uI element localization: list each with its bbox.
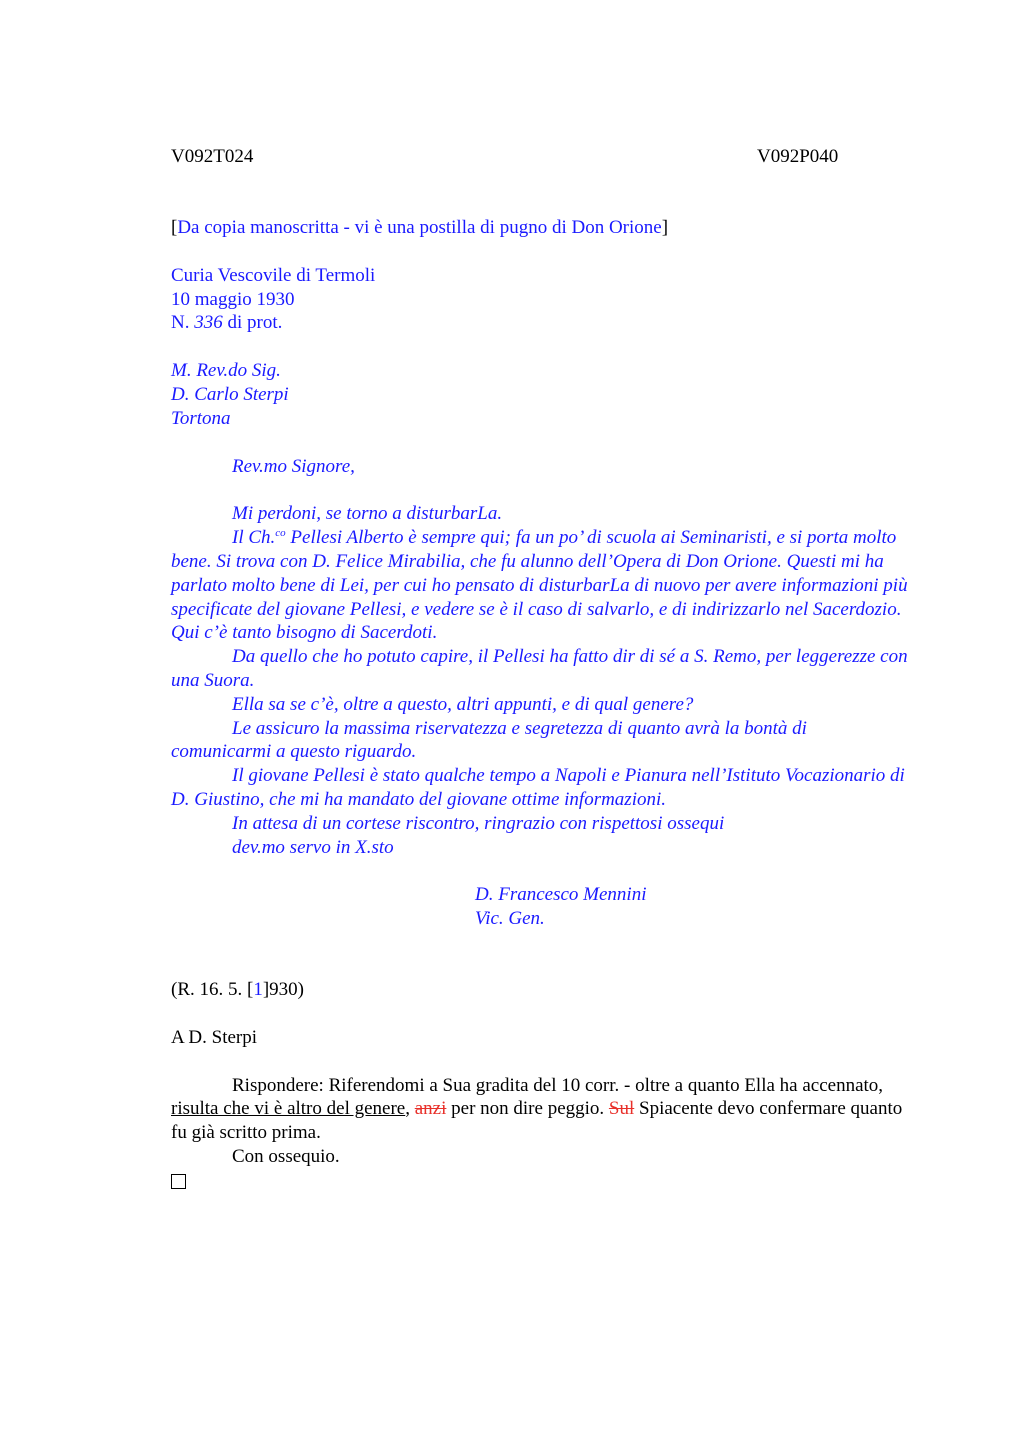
document-code-left: V092T024 — [171, 146, 254, 167]
letter-paragraph: Da quello che ho potuto capire, il Pellesi ha fatto dir di sé a S. Remo, per leggerezze con una Suora. — [171, 646, 908, 691]
letter-paragraph: Ella sa se c’è, oltre a questo, altri appunti, e di qual genere? — [232, 693, 694, 715]
header-codes — [171, 145, 911, 169]
letter-heading — [171, 264, 911, 335]
letter-paragraph: Mi perdoni, se torno a disturbarLa. — [232, 503, 503, 525]
letter-recipient: M. Rev.do Sig. D. Carlo Sterpi Tortona — [171, 360, 289, 429]
document-code-right: V092P040 — [757, 146, 839, 167]
signature-title: Vic. Gen. — [475, 908, 545, 930]
received-note: (R. 16. 5. [1]930) — [171, 978, 304, 1000]
reply-closing: Con ossequio. — [232, 1145, 340, 1167]
letter-paragraph: In attesa di un cortese riscontro, ringrazio con rispettosi ossequi — [232, 812, 725, 834]
letter-salutation: Rev.mo Signore, — [232, 455, 355, 477]
reply-body: Rispondere: Riferendomi a Sua gradita del 10 corr. - oltre a quanto Ella ha accennato, risulta che vi è altro del genere, anzi per non dire peggio. Sul Spiacente devo confermare quanto fu già scritto prima. — [171, 1074, 903, 1144]
underlined-phrase: risulta che vi è altro del genere — [171, 1098, 406, 1120]
document-page — [171, 145, 911, 1196]
letter-protocol: N. 336 di prot. — [171, 312, 283, 334]
letter-sender: Curia Vescovile di Termoli — [171, 264, 376, 286]
reply-addressee: A D. Sterpi — [171, 1026, 258, 1048]
protocol-number: 336 — [194, 312, 223, 334]
letter-paragraph: Il giovane Pellesi è stato qualche tempo a Napoli e Pianura nell’Istituto Vocazionario di D. Giustino, che mi ha mandato del giovane ottime informazioni. — [171, 765, 905, 810]
source-note: [Da copia manoscritta - vi è una postilla di pugno di Don Orione] — [171, 217, 669, 238]
letter-paragraph: Il Ch.$^{co}$ Pellesi Alberto è sempre qui; fa un po’ di scuola ai Seminaristi, e si porta molto bene. Si trova con D. Felice Mirabilia, che fu alunno dell’Opera di Don Orione. Questi mi ha parlato molto bene di Lei, per cui ho pensato di disturbarLa di nuovo per avere informazioni più specificate del giovane Pellesi, e vedere se è il caso di salvarlo, e di indirizzarlo nel Sacerdozio. Qui c’è tanto bisogno di Sacerdoti. — [171, 527, 908, 644]
letter-body — [171, 455, 911, 931]
source-note-text: Da copia manoscritta - vi è una postilla di pugno di Don Orione — [177, 217, 662, 238]
letter-date: 10 maggio 1930 — [171, 288, 295, 310]
deleted-word: anzi — [414, 1098, 447, 1120]
letter-paragraph: Le assicuro la massima riservatezza e segretezza di quanto avrà la bontà di comunicarmi a questo riguardo. — [171, 717, 807, 763]
letter-closing: dev.mo servo in X.sto — [232, 836, 394, 858]
empty-square-icon — [171, 1174, 186, 1189]
deleted-word: Sul — [608, 1098, 635, 1120]
end-marker — [171, 1169, 911, 1196]
signature-name: D. Francesco Mennini — [475, 884, 647, 906]
